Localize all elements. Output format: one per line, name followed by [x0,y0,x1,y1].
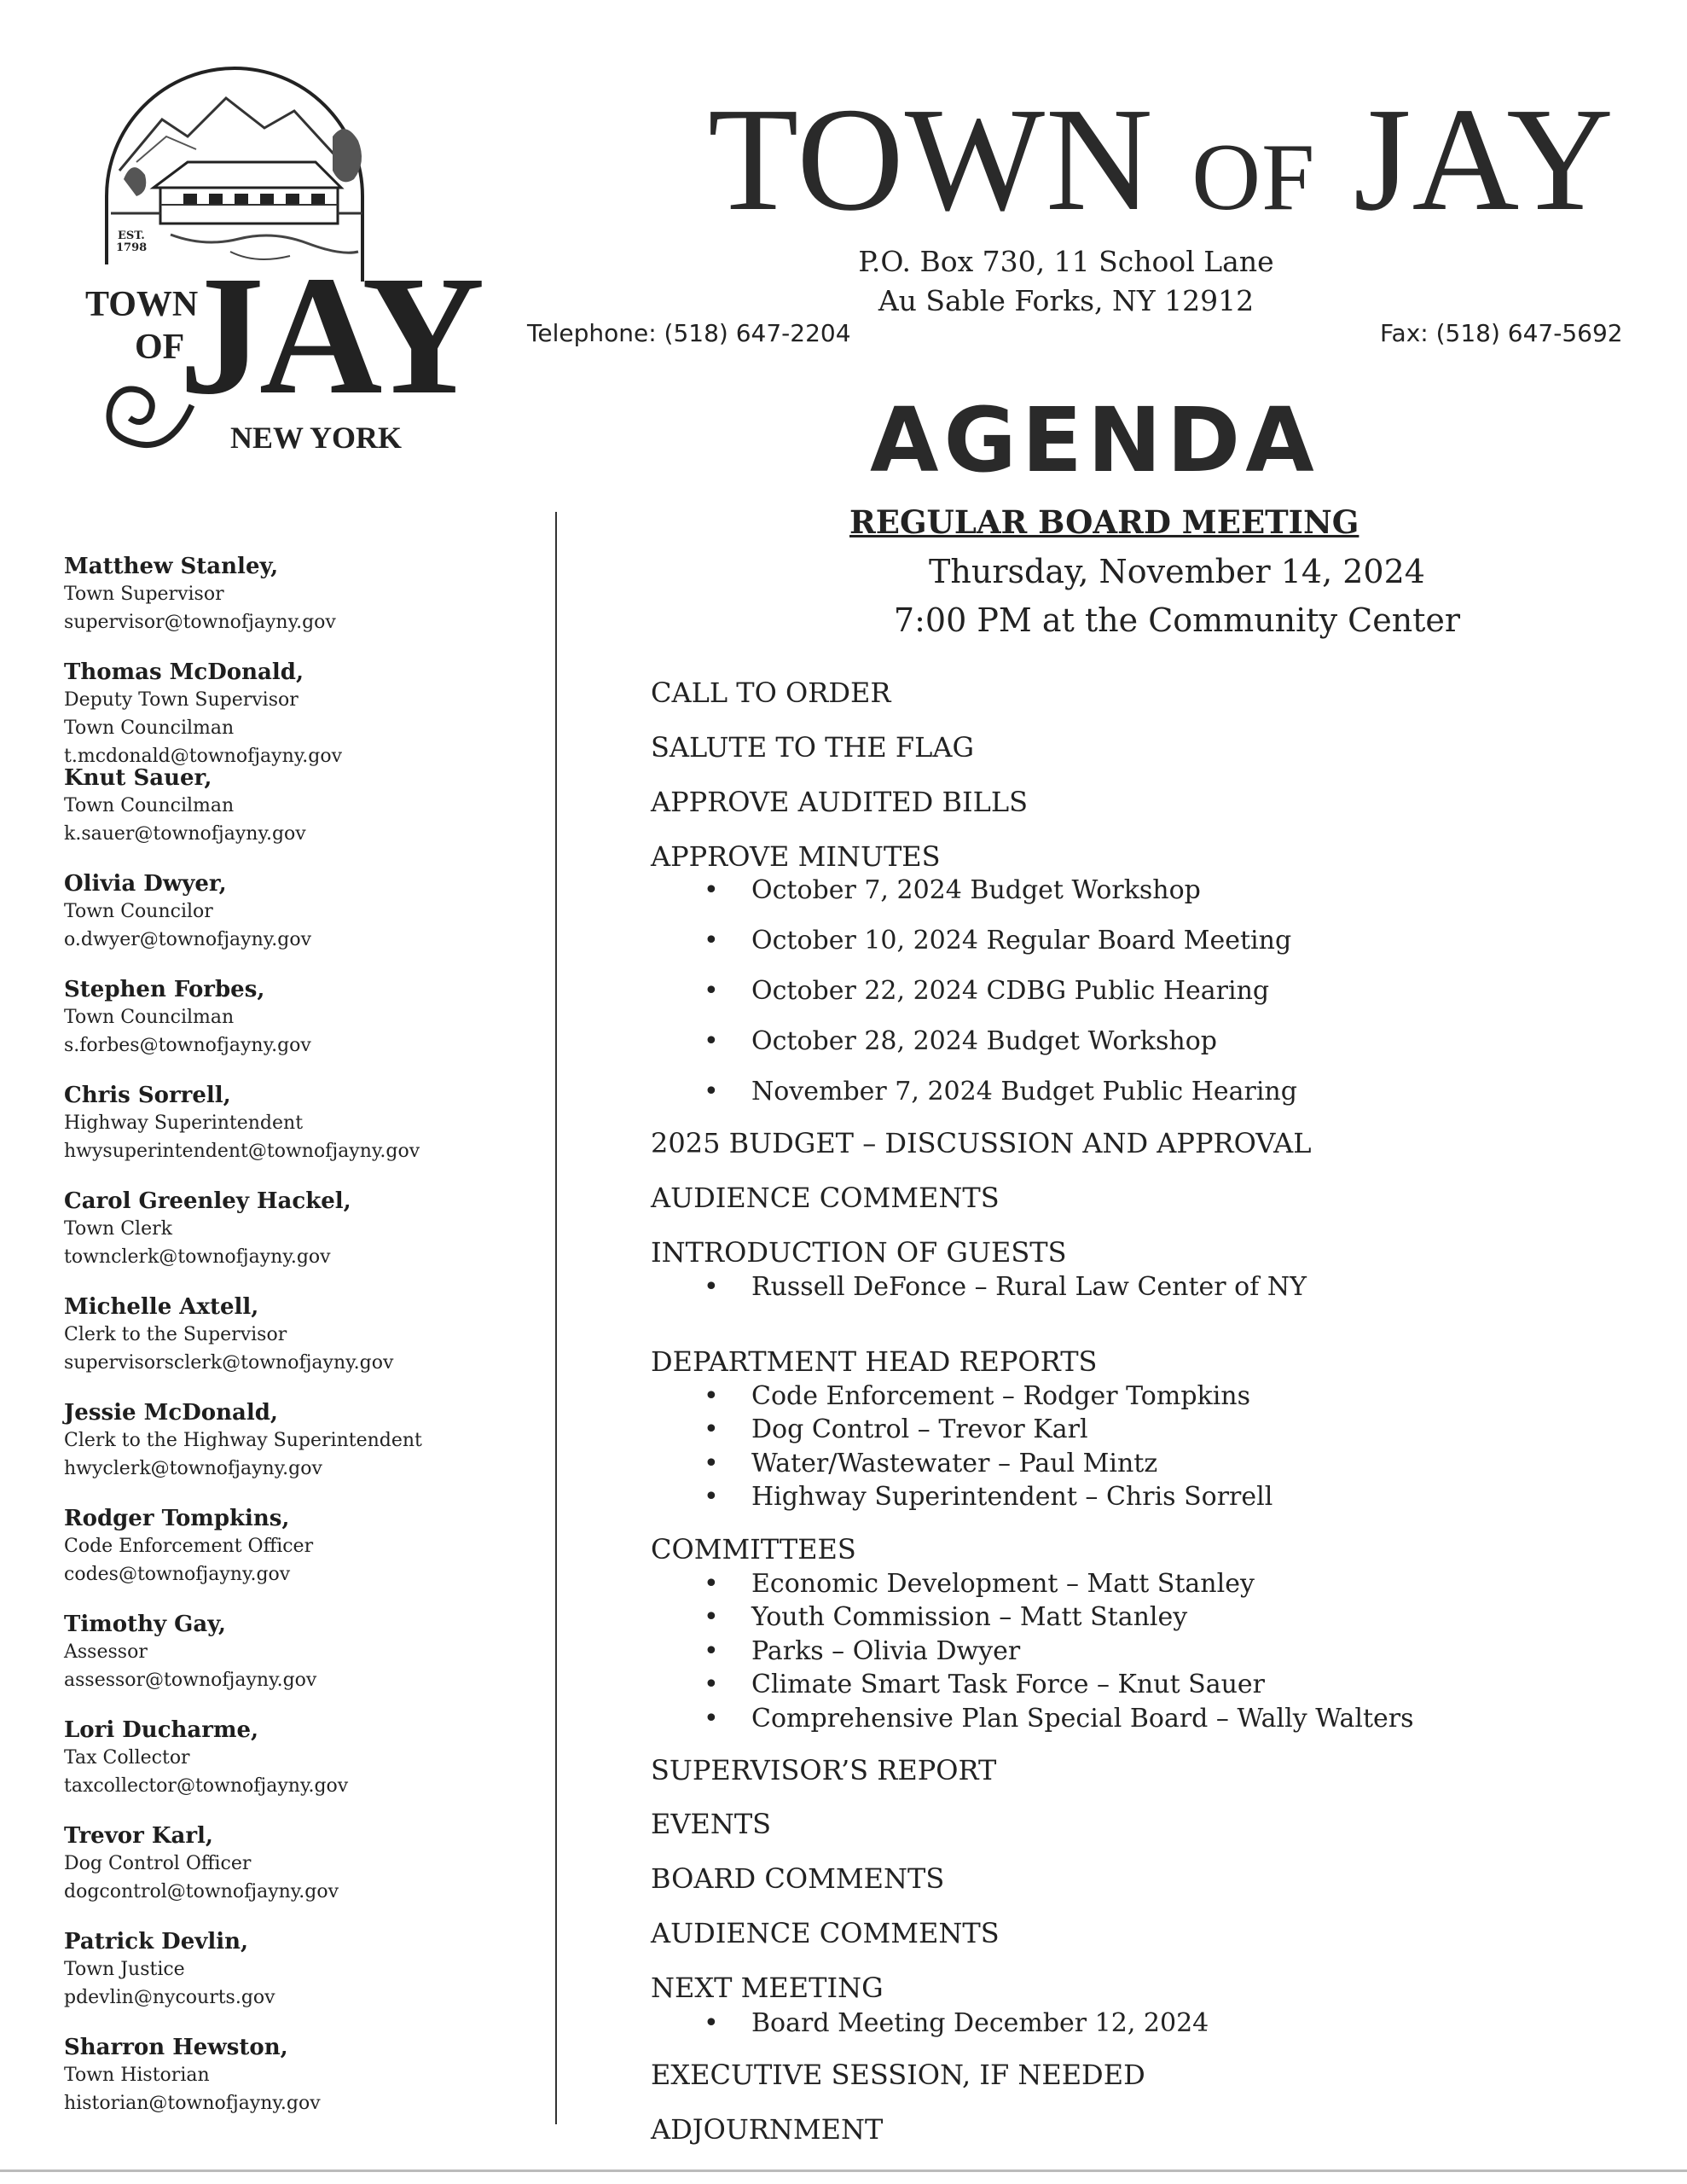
address-block [827,242,1305,321]
official-entry [64,1611,542,1716]
official-email: k.sauer@townofjayny.gov [64,823,306,845]
agenda-subitem: Youth Commission – Matt Stanley [751,1602,1188,1632]
bullet-icon: • [704,1026,719,1056]
bullet-icon: • [704,1077,719,1107]
agenda-subitem: Russell DeFonce – Rural Law Center of NY [751,1272,1307,1302]
official-entry [64,764,542,870]
official-title: Clerk to the Highway Superintendent [64,1430,422,1451]
official-entry [64,1505,542,1611]
official-entry [64,870,542,976]
title-town: TOWN [708,77,1154,241]
official-name: Stephen Forbes, [64,977,265,1002]
town-logo [85,68,480,469]
official-title: Town Supervisor [64,584,224,605]
official-name: Knut Sauer, [64,765,212,791]
official-title: Town Justice [64,1959,185,1980]
official-entry [64,976,542,1082]
official-email: historian@townofjayny.gov [64,2093,321,2114]
bullet-icon: • [704,1449,719,1478]
agenda-item: AUDIENCE COMMENTS [651,1182,1000,1214]
agenda-subitem: Parks – Olivia Dwyer [751,1636,1021,1666]
meeting-time: 7:00 PM at the Community Center [893,601,1461,639]
est-year: 1798 [116,241,148,254]
agenda-item: EXECUTIVE SESSION, IF NEEDED [651,2059,1145,2091]
agenda-item: DEPARTMENT HEAD REPORTS [651,1345,1098,1378]
agenda-item: BOARD COMMENTS [651,1862,945,1895]
bullet-icon: • [704,1569,719,1599]
agenda-subitem: Highway Superintendent – Chris Sorrell [751,1482,1273,1512]
official-email: supervisor@townofjayny.gov [64,612,336,633]
official-title: Town Clerk [64,1218,172,1240]
town-title [708,77,1615,241]
official-title: Town Councilman [64,795,235,816]
official-email: assessor@townofjayny.gov [64,1670,317,1691]
agenda-item: CALL TO ORDER [651,677,891,709]
address-line2: Au Sable Forks, NY 12912 [878,284,1255,317]
bullet-icon: • [704,1704,719,1734]
logo-town-text: TOWN [85,285,199,324]
official-entry [64,1293,542,1399]
page-bottom-rule [0,2169,1687,2172]
agenda-item: INTRODUCTION OF GUESTS [651,1236,1067,1269]
agenda-subitem: Dog Control – Trevor Karl [751,1414,1088,1444]
official-name: Lori Ducharme, [64,1717,259,1743]
logo-jay-text: JAY [179,241,480,430]
bullet-icon: • [704,1670,719,1699]
official-entry [64,553,542,659]
official-entry [64,659,542,767]
official-title: Town Councilor [64,901,213,922]
agenda-subitem: Board Meeting December 12, 2024 [751,2008,1209,2038]
agenda-item: 2025 BUDGET – DISCUSSION AND APPROVAL [651,1127,1312,1159]
official-entry [64,1716,542,1822]
official-name: Timothy Gay, [64,1612,226,1637]
town-seal-graphic [85,68,480,469]
agenda-subitem: October 10, 2024 Regular Board Meeting [751,926,1292,956]
official-name: Sharron Hewston, [64,2035,288,2060]
official-name: Olivia Dwyer, [64,871,227,897]
bullet-icon: • [704,1602,719,1632]
agenda-subitem: October 28, 2024 Budget Workshop [751,1026,1217,1056]
agenda-subitem: Climate Smart Task Force – Knut Sauer [751,1670,1266,1699]
official-title: Assessor [64,1641,148,1663]
official-email: dogcontrol@townofjayny.gov [64,1881,339,1902]
bullet-icon: • [704,875,719,905]
official-name: Patrick Devlin, [64,1929,249,1955]
official-email: taxcollector@townofjayny.gov [64,1775,349,1797]
official-name: Carol Greenley Hackel, [64,1188,351,1214]
official-name: Michelle Axtell, [64,1294,259,1320]
agenda-subitem: November 7, 2024 Budget Public Hearing [751,1077,1297,1107]
official-entry [64,1822,542,1928]
official-title: Code Enforcement Officer [64,1536,314,1557]
official-name: Thomas McDonald, [64,659,304,685]
official-name: Matthew Stanley, [64,554,279,579]
agenda-subitem: Comprehensive Plan Special Board – Wally Walters [751,1704,1414,1734]
official-title: Dog Control Officer [64,1853,252,1874]
official-email: codes@townofjayny.gov [64,1564,291,1585]
official-email: s.forbes@townofjayny.gov [64,1035,311,1056]
official-entry [64,2034,542,2140]
bullet-icon: • [704,926,719,956]
title-jay: JAY [1353,77,1615,241]
official-title: Town Councilman [64,717,235,739]
official-title: Clerk to the Supervisor [64,1324,287,1345]
official-entry [64,1082,542,1188]
official-name: Chris Sorrell, [64,1083,231,1108]
bullet-icon: • [704,1381,719,1411]
official-title: Tax Collector [64,1747,190,1769]
column-divider [555,512,557,2124]
official-email: o.dwyer@townofjayny.gov [64,929,311,950]
official-entry [64,1928,542,2034]
official-email: supervisorsclerk@townofjayny.gov [64,1352,394,1374]
official-title: Deputy Town Supervisor [64,689,299,711]
agenda-subitem: October 22, 2024 CDBG Public Hearing [751,976,1270,1006]
agenda-item: EVENTS [651,1808,772,1840]
agenda-item: SUPERVISOR’S REPORT [651,1754,997,1786]
meeting-date: Thursday, November 14, 2024 [929,553,1425,590]
official-name: Trevor Karl, [64,1823,213,1849]
agenda-subitem: Code Enforcement – Rodger Tompkins [751,1381,1251,1411]
agenda-item: APPROVE MINUTES [651,840,941,873]
agenda-subitem: October 7, 2024 Budget Workshop [751,875,1201,905]
official-entry [64,1188,542,1293]
official-name: Rodger Tompkins, [64,1506,290,1531]
agenda-item: SALUTE TO THE FLAG [651,731,975,764]
official-title: Town Historian [64,2065,210,2086]
agenda-item: COMMITTEES [651,1533,856,1565]
official-title: Town Councilman [64,1007,235,1028]
logo-of-text: OF [135,328,185,367]
official-entry [64,1399,542,1505]
agenda-item: APPROVE AUDITED BILLS [651,786,1029,818]
official-title: Highway Superintendent [64,1112,304,1134]
fax-number: Fax: (518) 647-5692 [1380,319,1623,347]
agenda-subitem: Water/Wastewater – Paul Mintz [751,1449,1158,1478]
bullet-icon: • [704,1482,719,1512]
telephone: Telephone: (518) 647-2204 [527,319,851,347]
bullet-icon: • [704,1414,719,1444]
bullet-icon: • [704,1636,719,1666]
officials-list [64,553,542,2140]
agenda-subitem: Economic Development – Matt Stanley [751,1569,1255,1599]
logo-state-text: NEW YORK [230,421,403,455]
agenda-item: AUDIENCE COMMENTS [651,1917,1000,1949]
agenda-item: ADJOURNMENT [651,2113,884,2146]
meeting-type: REGULAR BOARD MEETING [849,503,1359,541]
bullet-icon: • [704,1272,719,1302]
official-name: Jessie McDonald, [64,1400,278,1426]
bullet-icon: • [704,2008,719,2038]
est-label: EST. [118,229,145,242]
official-email: hwyclerk@townofjayny.gov [64,1458,322,1479]
bullet-icon: • [704,976,719,1006]
official-email: hwysuperintendent@townofjayny.gov [64,1141,420,1162]
agenda-title: AGENDA [870,388,1319,492]
title-of: OF [1191,125,1316,230]
official-email: pdevlin@nycourts.gov [64,1987,275,2008]
official-email: townclerk@townofjayny.gov [64,1246,331,1268]
official-email: t.mcdonald@townofjayny.gov [64,746,343,767]
agenda-item: NEXT MEETING [651,1972,884,2004]
address-line1: P.O. Box 730, 11 School Lane [858,245,1274,278]
